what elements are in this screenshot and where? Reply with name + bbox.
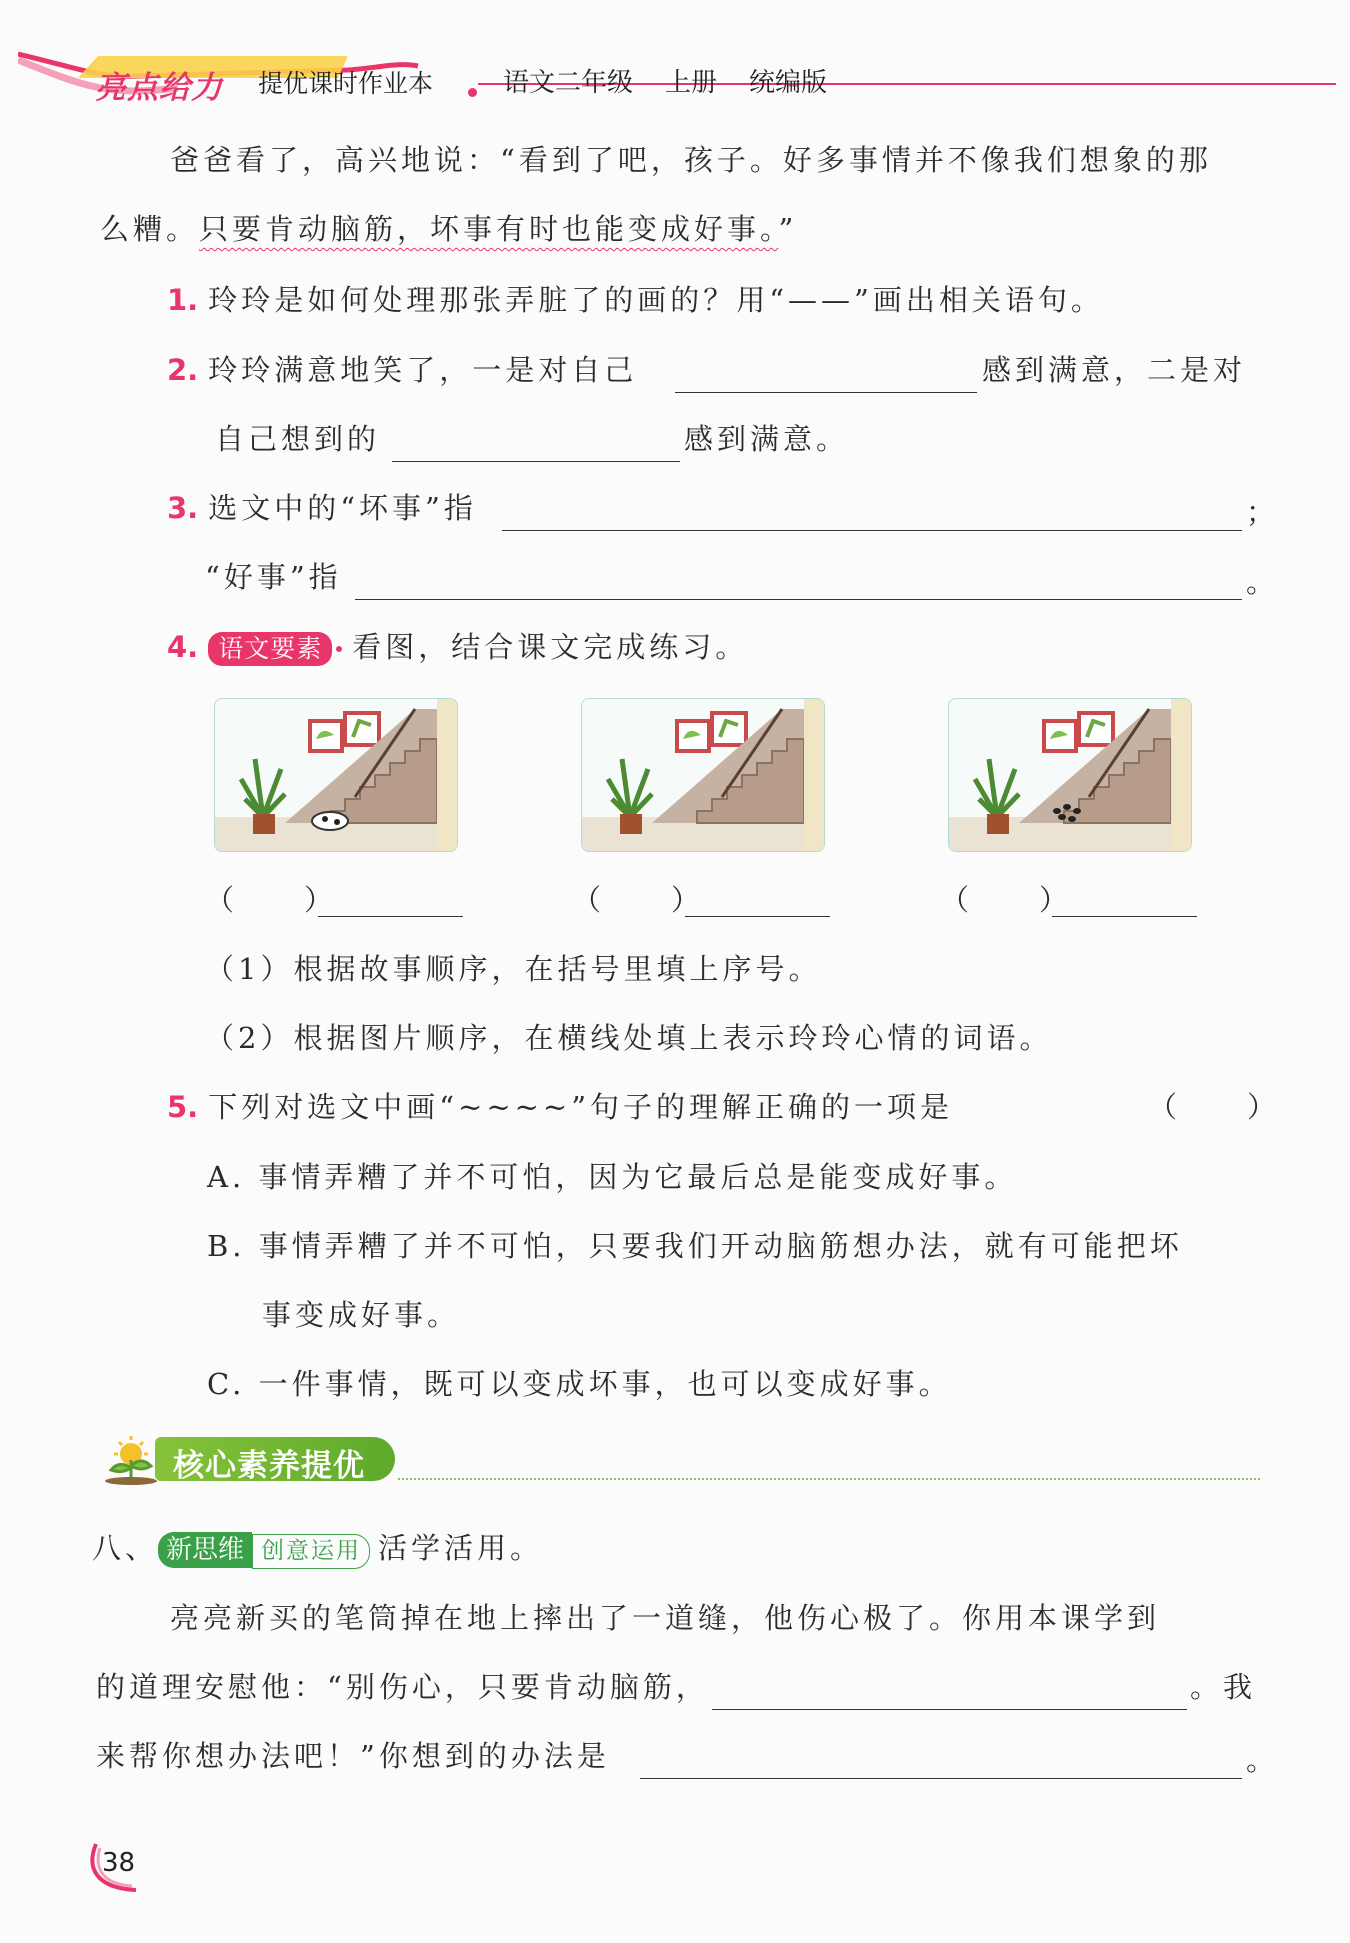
item-8-para-2b: 。我 <box>1190 1670 1257 1704</box>
question-1 <box>167 280 1104 320</box>
picture-2-stairs <box>581 698 825 852</box>
q5-option-a[interactable]: A. 事情弄糟了并不可怕，因为它最后总是能变成好事。 <box>207 1160 1018 1194</box>
q4-text: 看图，结合课文完成练习。 <box>352 630 749 664</box>
tag-new-thinking: 新思维 <box>158 1532 252 1568</box>
q4-sub-2: （2）根据图片顺序，在横线处填上表示玲玲心情的词语。 <box>205 1021 1053 1055</box>
q5-option-b-line-2[interactable]: 事变成好事。 <box>262 1298 461 1332</box>
q3-blank-good-thing[interactable] <box>355 599 1242 600</box>
header-dot <box>468 88 477 97</box>
brand-logo: 亮点给力 <box>95 70 223 106</box>
q5-text: 下列对选文中画“~~~~”句子的理解正确的一项是 <box>208 1090 954 1124</box>
q3-text-a: 选文中的“坏事”指 <box>208 491 477 525</box>
tag-creative-use: 创意运用 <box>252 1534 370 1569</box>
edition: 统编版 <box>749 68 828 98</box>
item-8-number: 八、 <box>92 1531 159 1565</box>
q2-text-d: 感到满意。 <box>684 422 850 456</box>
header-info <box>503 62 859 99</box>
question-2-line-a <box>167 350 637 390</box>
sprout-sun-icon <box>100 1434 162 1486</box>
passage-line-1: 爸爸看了，高兴地说：“看到了吧，孩子。好多事情并不像我们想象的那 <box>170 143 1212 177</box>
question-3-line-a <box>167 488 477 528</box>
q1-text: 玲玲是如何处理那张弄脏了的画的？用“——”画出相关语句。 <box>208 283 1104 317</box>
item-8-para-1: 亮亮新买的笔筒掉在地上摔出了一道缝，他伤心极了。你用本课学到 <box>170 1601 1161 1635</box>
passage-plain: 么糟。 <box>100 212 200 246</box>
q3-number: 3. <box>167 491 199 525</box>
q5-option-c[interactable]: C. 一件事情，既可以变成坏事，也可以变成好事。 <box>207 1367 952 1401</box>
item-8-para-3b: 。 <box>1246 1743 1280 1777</box>
q4-sub-1: （1）根据故事顺序，在括号里填上序号。 <box>205 952 822 986</box>
q2-text-a: 玲玲满意地笑了，一是对自己 <box>208 353 638 387</box>
subject-grade: 语文二年级 <box>503 68 634 98</box>
question-4 <box>167 627 748 667</box>
q4-number: 4. <box>167 630 199 664</box>
item-8-para-2a: 的道理安慰他：“别伤心，只要肯动脑筋， <box>96 1670 709 1704</box>
stairs-illustration-1 <box>215 699 457 851</box>
q5-answer-paren[interactable]: （ ） <box>1148 1090 1281 1124</box>
wavy-underlined-sentence: 只要肯动脑筋，坏事有时也能变成好事。 <box>199 212 779 246</box>
tag-dot <box>336 646 342 652</box>
q3-text-b: “好事”指 <box>205 560 342 594</box>
section-title: 核心素养提优 <box>173 1448 365 1484</box>
q5-number: 5. <box>167 1090 199 1124</box>
section-dotted-line <box>398 1478 1260 1480</box>
book-subtitle: 提优课时作业本 <box>258 69 434 98</box>
item-8-blank-1[interactable] <box>712 1709 1187 1710</box>
page-number: 38 <box>102 1848 136 1878</box>
q2-blank-1[interactable] <box>675 392 977 393</box>
item-8-para-3a: 来帮你想办法吧！”你想到的办法是 <box>96 1739 610 1773</box>
item-8-blank-2[interactable] <box>640 1778 1242 1779</box>
pic2-order-paren[interactable]: （ ） <box>572 883 705 917</box>
pic2-mood-blank[interactable] <box>685 916 830 917</box>
tag-chinese-element: 语文要素 <box>208 632 332 666</box>
item-8-header <box>92 1528 543 1569</box>
picture-1-dog-on-stairs <box>214 698 458 852</box>
volume: 上册 <box>665 68 718 98</box>
pic1-mood-blank[interactable] <box>318 916 463 917</box>
question-5 <box>167 1087 953 1127</box>
q2-blank-2[interactable] <box>392 461 680 462</box>
passage-line-2 <box>100 209 797 249</box>
q2-number: 2. <box>167 353 199 387</box>
passage-quote-end: ” <box>778 212 798 246</box>
q3-blank-bad-thing[interactable] <box>502 530 1242 531</box>
pic3-order-paren[interactable]: （ ） <box>940 883 1073 917</box>
picture-3-footprints <box>948 698 1192 852</box>
stairs-illustration-3 <box>949 699 1191 851</box>
q3-semicolon: ； <box>1246 495 1280 529</box>
item-8-title: 活学活用。 <box>378 1531 544 1565</box>
q3-end: 。 <box>1246 565 1280 599</box>
pic3-mood-blank[interactable] <box>1052 916 1197 917</box>
q2-text-c: 自己想到的 <box>215 422 381 456</box>
q1-number: 1. <box>167 283 199 317</box>
q2-text-b: 感到满意，二是对 <box>982 353 1247 387</box>
q5-option-b-line-1[interactable]: B. 事情弄糟了并不可怕，只要我们开动脑筋想办法，就有可能把坏 <box>207 1229 1183 1263</box>
stairs-illustration-2 <box>582 699 824 851</box>
pic1-order-paren[interactable]: （ ） <box>205 883 338 917</box>
